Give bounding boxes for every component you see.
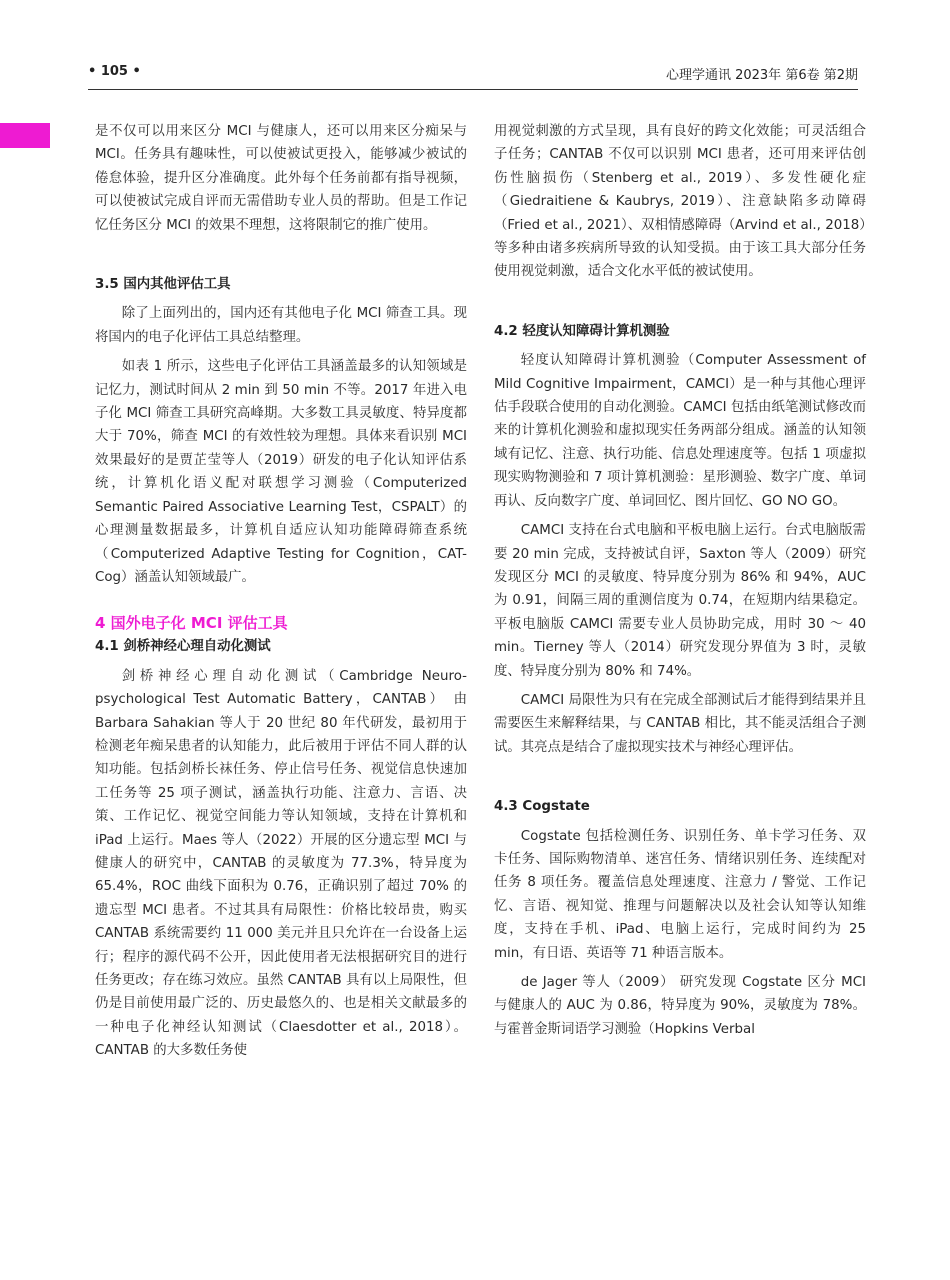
paragraph: Cogstate 包括检测任务、识别任务、单卡学习任务、双卡任务、国际购物清单、迷宫任务、情绪识别任务、连续配对任务 8 项任务。覆盖信息处理速度、注意力 / 警觉、工作记忆、言语、视知觉、推理与问题解决以及社会认知等认知维度，支持在手机、iPad、电脑上运行，完成时间约为 25 min，有日语、英语等 71 种语言版本。 xyxy=(494,828,866,961)
section-heading-3-5: 3.5 国内其他评估工具 xyxy=(95,277,231,293)
paragraph: 用视觉刺激的方式呈现，具有良好的跨文化效能；可灵活组合子任务；CANTAB 不仅可以识别 MCI 患者，还可用来评估创伤性脑损伤（Stenberg et al., 2019）、多发性硬化症（Giedraitiene & Kaubrys, 2019）、注意缺陷多动障碍（Fried et al., 2021）、双相情感障碍（Arvind et al., 2018）等多种由诸多疾病所导致的认知受损。由于该工具大部分任务使用视觉刺激，适合文化水平低的被试使用。 xyxy=(494,124,866,280)
paragraph: 轻度认知障碍计算机测验（Computer Assessment of Mild Cognitive Impairment，CAMCI）是一种与其他心理评估手段联合使用的自动化测验。CAMCI 包括由纸笔测试修改而来的计算机化测验和虚拟现实任务两部分组成。涵盖的认知领域有记忆、注意、执行功能、信息处理速度等。包括 1 项虚拟现实购物测验和 7 项计算机测验：星形测验、数字广度、单词再认、反向数字广度、单词回忆、图片回忆、GO NO GO。 xyxy=(494,353,866,509)
paragraph: CAMCI 支持在台式电脑和平板电脑上运行。台式电脑版需要 20 min 完成，支持被试自评，Saxton 等人（2009）研究发现区分 MCI 的灵敏度、特异度分别为 86% 和 94%，AUC 为 0.91，间隔三周的重测信度为 0.74，在短期内结果稳定。平板电脑版 CAMCI 需要专业人员协助完成，用时 30 ～ 40 min。Tierney 等人（2014）研究发现分界值为 3 时，灵敏度、特异度分别为 80% 和 74%。 xyxy=(494,523,866,679)
page-number: • 105 • xyxy=(88,64,141,79)
paragraph: CAMCI 局限性为只有在完成全部测试后才能得到结果并且需要医生来解释结果，与 CANTAB 相比，其不能灵活组合子测试。其亮点是结合了虚拟现实技术与神经心理评估。 xyxy=(494,692,866,755)
header-rule xyxy=(88,89,858,90)
right-column xyxy=(494,120,866,1041)
section-heading-4: 4 国外电子化 MCI 评估工具 xyxy=(95,614,288,633)
section-edge-tab xyxy=(0,123,50,148)
journal-title: 心理学通讯 2023年 第6卷 第2期 xyxy=(665,68,858,83)
paragraph: 是不仅可以用来区分 MCI 与健康人，还可以用来区分痴呆与 MCI。任务具有趣味性，可以使被试更投入，能够减少被试的倦怠体验，提升区分准确度。此外每个任务前都有指导视频，可以使被试完成自评而无需借助专业人员的帮助。但是工作记忆任务区分 MCI 的效果不理想，这将限制它的推广使用。 xyxy=(95,124,467,233)
paragraph: 除了上面列出的，国内还有其他电子化 MCI 筛查工具。现将国内的电子化评估工具总结整理。 xyxy=(95,306,467,345)
section-heading-4-2: 4.2 轻度认知障碍计算机测验 xyxy=(494,323,670,339)
paragraph: 如表 1 所示，这些电子化评估工具涵盖最多的认知领域是记忆力，测试时间从 2 min 到 50 min 不等。2017 年进入电子化 MCI 筛查工具研究高峰期。大多数工具灵敏度、特异度都大于 70%，筛查 MCI 的有效性较为理想。具体来看识别 MCI 效果最好的是贾芷莹等人（2019）研发的电子化认知评估系统，计算机化语义配对联想学习测验（Computerized Semantic Paired Associative Learning Test，CSPALT）的心理测量数据最多，计算机自适应认知功能障碍筛查系统（Computerized Adaptive Testing for Cognition，CAT-Cog）涵盖认知领域最广。 xyxy=(95,359,467,585)
paragraph: 剑桥神经心理自动化测试（Cambridge Neuro-psychological Test Automatic Battery，CANTAB） 由 Barbara Sahakian 等人于 20 世纪 80 年代研发，最初用于检测老年痴呆患者的认知能力，此后被用于评估不同人群的认知功能。包括剑桥长袜任务、停止信号任务、视觉信息快速加工任务等 25 项子测试，涵盖执行功能、注意力、言语、决策、工作记忆、视觉空间能力等认知领域，支持在计算机和 iPad 上运行。Maes 等人（2022）开展的区分遗忘型 MCI 与健康人的研究中，CANTAB 的灵敏度为 77.3%，特异度为 65.4%，ROC 曲线下面积为 0.76，正确识别了超过 70% 的遗忘型 MCI 患者。不过其具有局限性：价格比较昂贵，购买 CANTAB 系统需要约 11 000 美元并且只允许在一台设备上运行；程序的源代码不公开，因此使用者无法根据研究目的进行任务更改；存在练习效应。虽然 CANTAB 具有以上局限性，但仍是目前使用最广泛的、历史最悠久的、也是相关文献最多的一种电子化神经认知测试（Claesdotter et al., 2018）。CANTAB 的大多数任务使 xyxy=(95,668,467,1059)
left-column xyxy=(95,120,467,1063)
section-heading-4-1: 4.1 剑桥神经心理自动化测试 xyxy=(95,639,271,655)
section-heading-4-3: 4.3 Cogstate xyxy=(494,799,590,815)
running-header xyxy=(88,64,858,84)
paragraph: de Jager 等人（2009） 研究发现 Cogstate 区分 MCI 与健康人的 AUC 为 0.86，特异度为 90%，灵敏度为 78%。与霍普金斯词语学习测验（Hopkins Verbal xyxy=(494,975,866,1037)
